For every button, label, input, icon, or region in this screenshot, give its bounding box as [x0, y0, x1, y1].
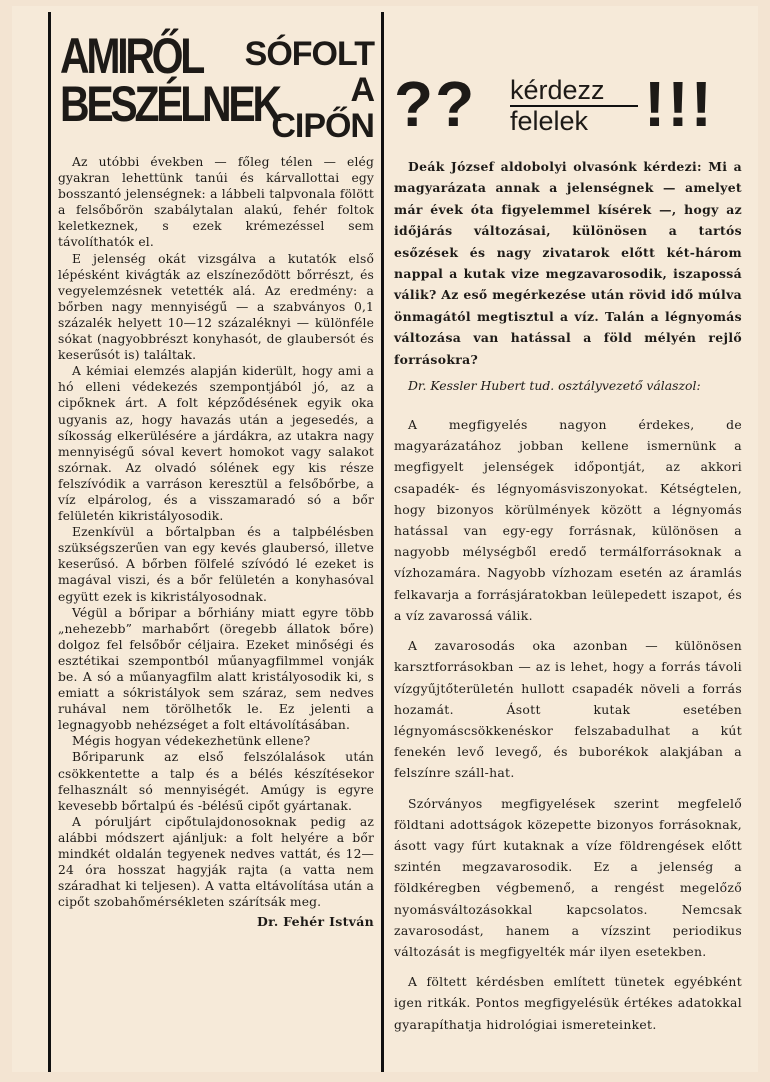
paragraph: Mégis hogyan védekezhetünk ellene?	[72, 734, 311, 749]
paragraph: A föltett kérdésben említett tünetek egyébként igen ritkák. Pontos megfigyelésük értékes adatokkal gyarapíthatja hidrológiai ismereteinket.	[394, 974, 742, 1032]
paragraph: A zavarosodás oka azonban — különösen karsztforrásokban — az is lehet, hogy a forrás távoli vízgyűjtőterületén hullott csapadék növeli a forrás hozamát. Ásott kutak esetében légnyomáscsökkenéskor felszabadulhat a kút fenekén levő levegő, és buborékok alakjában a felszínre száll-hat.	[394, 638, 742, 781]
paragraph: Szórványos megfigyelések szerint megfelelő földtani adottságok közepette bizonyos forrásoknak, ásott vagy fúrt kutaknak a víze földrengések előtt szintén megzavarosodik. Ez a jelenség a földkéregben végbemenő, a rengést megelőző nyomásváltozásokkal kapcsolatos. Nemcsak zavarosodást, hanem a vízszint periodikus változását is megfigyelték már ilyen esetekben.	[394, 795, 742, 959]
paragraph: Végül a bőripar a bőrhiány miatt egyre több „nehezebb” marhabőrt (öregebb állatok bőre) dolgoz fel felsőbőr céljaira. Ezeket minőségi és esztétikai szempontból műanyagfilmmel vonják be. A só a műanyagfilm alatt kristályosodik ki, s emiatt a sókristályok sem száraz, sem nedves ruhával nem törölhetők le. Ez jelenti a legnagyobb nehézséget a folt eltávolításában.	[58, 605, 374, 733]
paragraph: Ezenkívül a bőrtalpban és a talpbélésben szükségszerűen van egy kevés glaubersó, illetve keserűsó. A bőrben fölfelé szívódó lé ezeket is magával viszi, és a bőr felületén a konyhasóval együtt ezek is kikristályosodnak.	[58, 525, 374, 604]
left-article-header	[58, 26, 374, 154]
qa-header	[394, 68, 742, 156]
column-headline: AMIRŐL BESZÉLNEK	[60, 28, 279, 132]
question-text: Deák József aldobolyi olvasónk kérdezi: Mi a magyarázata annak a jelenségnek — amelyet már évek óta figyelemmel kísérek —, hogy az időjárás változásai, különösen a tartós esőzések és nagy zivatarok előtt két-három nappal a kutak vize megzavarosodik, iszapossá válik? Az eső megérkezése után rövid idő múlva önmagától megtisztul a víz. Talán a légnyomás változása van hatással a föld mélyén rejlő forrásokra?	[394, 159, 742, 367]
left-column-rule	[48, 12, 51, 1072]
expert-answer	[394, 414, 742, 1035]
qa-column-title	[510, 76, 638, 135]
left-article-body	[58, 154, 374, 931]
paragraph: A póruljárt cipőtulajdonosoknak pedig az alábbi módszert ajánljuk: a folt helyére a bőr mindkét oldalán tegyenek nedves vattát, és 12—24 óra hosszat hagyják rajta (a vatta nem száradhat ki teljesen). A vatta eltávolítása után a cipőt szobahőmérsékleten szárítsák meg.	[58, 814, 374, 910]
paragraph: A kémiai elemzés alapján kiderült, hogy ami a hó elleni védekezés szempontjából jó, az a cipőknek árt. A folt képződésének egyik oka ugyanis az, hogy havazás után a jegesedés, a síkosság elkerülésére a járdákra, az utakra nagy mennyiségű sóval kevert homokot vagy salakot szórnak. Az olvadó sólének egy kis része felszívódik a varráson keresztül a felsőbőrbe, a víz elpárolog, és a visszamaradó só a bőr felületén kikristályosodik.	[58, 364, 374, 524]
author-signature: Dr. Fehér István	[256, 914, 374, 930]
center-column-rule	[381, 12, 384, 1072]
paragraph: Bőriparunk az első felszólalások után csökkentette a talp és a bélés készítésekor felhasznált só mennyiségét. Amúgy is egyre kevesebb bőrtalpú és -bélésű cipőt gyártanak.	[58, 750, 374, 813]
article-title: SÓFOLT A CIPŐN	[244, 35, 374, 145]
reader-question	[394, 156, 742, 370]
paragraph: A megfigyelés nagyon érdekes, de magyarázatához jobban kellene ismernünk a megfigyelt jelenségek időpontját, az akkori csapadék- és légnyomásviszonyokat. Kétségtelen, hogy bizonyos körülmények között a légnyomás hatással van egy-egy forrásnak, különösen a nagyobb mélységből eredő termálforrásoknak a vízhozamára. Nagyobb vízhozam esetén az áramlás felkavarja a forrásjáratokban leülepedett iszapot, és a víz zavarossá válik.	[394, 417, 742, 623]
answerer-byline: Dr. Kessler Hubert tud. osztályvezető válaszol:	[408, 378, 701, 394]
paragraph: E jelenség okát vizsgálva a kutatók első lépésként kivágták az elszíneződött bőrrészt, és vegyelemzésnek vetették alá. Az eredmény: a bőrben nagy mennyiségű — a szabványos 0,1 százalék helyett 10—12 százaléknyi — különféle sókat (nagyobbrészt konyhasót, de glaubersót és keserűsót is) találtak.	[58, 251, 374, 363]
exclamation-marks: !!!	[644, 68, 714, 140]
title-word-answer: felelek	[510, 106, 589, 136]
question-marks: ??	[394, 68, 477, 140]
paragraph: Az utóbbi években — főleg télen — elég gyakran lehettünk tanúi és kárvallottai egy bosszantó jelenségnek: a lábbeli talpvonala fölött a felsőbőrön szabálytalan alakú, fehér foltok keletkeznek, s ezek krémezéssel sem távolíthatók el.	[58, 155, 374, 250]
right-article	[394, 68, 742, 1044]
title-word-ask: kérdezz	[510, 76, 638, 107]
left-article	[58, 26, 374, 931]
